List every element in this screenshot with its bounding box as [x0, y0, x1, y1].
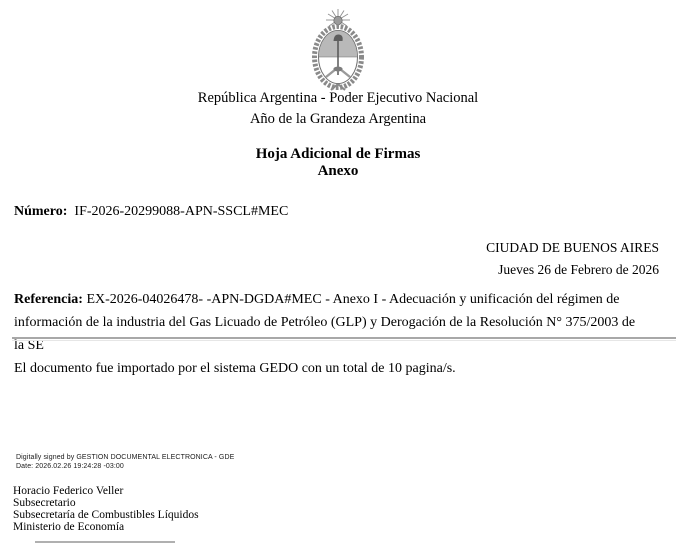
- crest-container: [0, 9, 676, 91]
- argentina-coat-of-arms-icon: [292, 9, 384, 91]
- stamp-date-line: Date: 2026.02.26 19:24:28 -03:00: [16, 462, 124, 470]
- referencia-value: EX-2026-04026478- -APN-DGDA#MEC - Anexo I - Adecuación y unificación del régimen de información de la industria del Gas Licuado de Petróleo (GLP) y Derogación de la Resolución N° 375/2003 de la SE: [14, 292, 636, 353]
- gedo-import-line: El documento fue importado por el sistema GEDO con un total de 10 pagina/s.: [14, 361, 456, 376]
- dateline-block: [486, 237, 659, 280]
- city-line: CIUDAD DE BUENOS AIRES: [486, 240, 659, 255]
- numero-label: Número:: [14, 204, 68, 219]
- referencia-block: [14, 288, 638, 357]
- stamp-signed-by-line: Digitally signed by GESTION DOCUMENTAL ELECTRONICA - GDE: [16, 454, 235, 461]
- doc-title: Hoja Adicional de Firmas: [255, 146, 421, 162]
- numero-value: IF-2026-20299088-APN-SSCL#MEC: [74, 204, 289, 219]
- doc-subtitle: Anexo: [317, 162, 359, 179]
- republic-line: República Argentina - Poder Ejecutivo Nacional: [197, 90, 479, 106]
- signer-title: Subsecretario: [13, 497, 76, 509]
- document-title-block: [0, 146, 676, 179]
- signer-block: [13, 485, 199, 533]
- referencia-label: Referencia:: [14, 292, 83, 307]
- year-line: Año de la Grandeza Argentina: [249, 111, 427, 127]
- signer-ministry: Ministerio de Economía: [13, 521, 125, 533]
- cutoff-text-fragment: [35, 541, 175, 543]
- signer-name: Horacio Federico Veller: [13, 485, 124, 497]
- signer-office: Subsecretaría de Combustibles Líquidos: [13, 509, 199, 521]
- document-header: [0, 88, 676, 130]
- horizontal-rule: [12, 337, 676, 341]
- digital-signature-stamp: [16, 454, 234, 471]
- date-line: Jueves 26 de Febrero de 2026: [498, 261, 659, 277]
- numero-line: [14, 204, 288, 220]
